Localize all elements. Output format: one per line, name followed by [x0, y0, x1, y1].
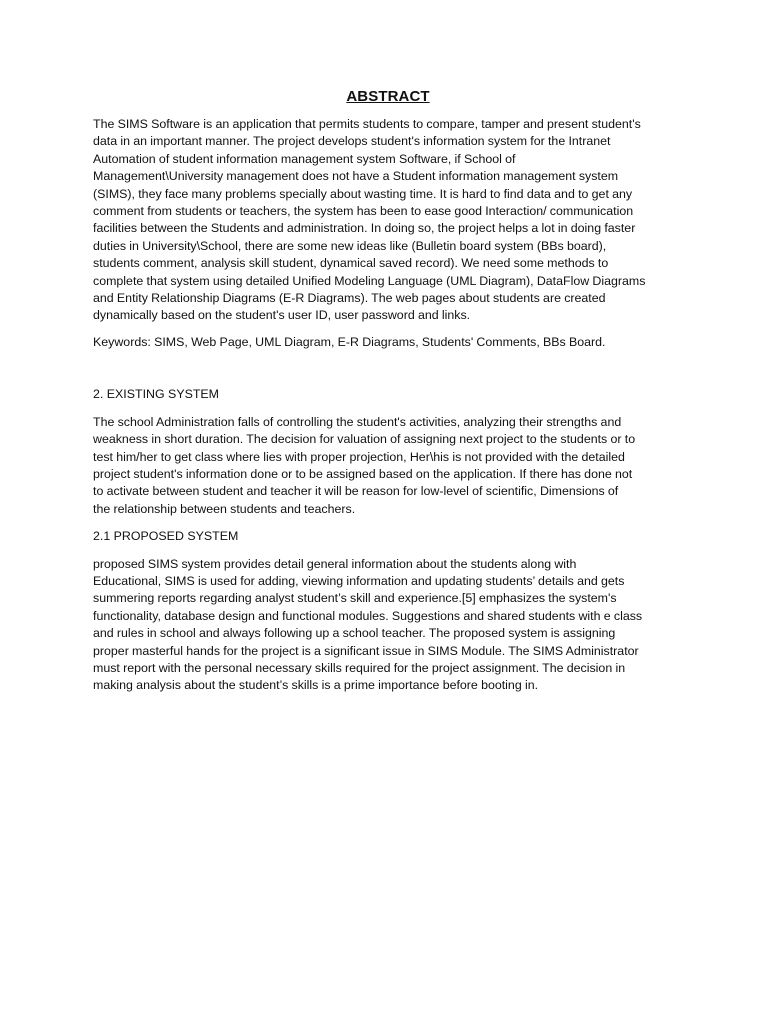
paragraph-line: data in an important manner. The project develops student's information system for the Intranet: [93, 134, 611, 149]
paragraph-line: summering reports regarding analyst student’s skill and experience.[5] emphasizes the system's: [93, 591, 617, 606]
abstract-paragraph: [93, 116, 683, 325]
paragraph-line: and rules in school and always following up a school teacher. The proposed system is assigning: [93, 626, 616, 641]
paragraph-line: The school Administration falls of controlling the student's activities, analyzing their strengths and: [93, 414, 622, 429]
paragraph-line: Automation of student information management system Software, if School of: [93, 151, 516, 166]
paragraph-line: The SIMS Software is an application that permits students to compare, tamper and present student's: [93, 117, 641, 131]
paragraph-line: students comment, analysis skill student, dynamical saved record). We need some methods to: [93, 256, 609, 271]
abstract-title: ABSTRACT: [346, 88, 430, 105]
proposed-system-paragraph: [93, 556, 683, 695]
paragraph-line: proper masterful hands for the project is a significant issue in SIMS Module. The SIMS Administrator: [93, 643, 639, 658]
paragraph-line: facilities between the Students and administration. In doing so, the project helps a lot in doing faster: [93, 221, 636, 236]
paragraph-line: project student's information done or to be assigned based on the application. If there has done not: [93, 466, 633, 481]
paragraph-line: to activate between student and teacher it will be reason for low-level of scientific, Dimensions of: [93, 484, 619, 499]
paragraph-line: Educational, SIMS is used for adding, viewing information and updating students’ details and gets: [93, 573, 625, 588]
paragraph-line: making analysis about the student’s skills is a prime importance before booting in.: [93, 678, 539, 693]
paragraph-line: the relationship between students and teachers.: [93, 501, 356, 516]
paragraph-line: and Entity Relationship Diagrams (E-R Diagrams). The web pages about students are created: [93, 291, 606, 306]
existing-system-heading: 2. EXISTING SYSTEM: [93, 387, 219, 402]
paragraph-line: (SIMS), they face many problems specially about wasting time. It is hard to find data and to get any: [93, 186, 633, 201]
paragraph-line: proposed SIMS system provides detail general information about the students along with: [93, 556, 577, 571]
paragraph-line: duties in University\School, there are some new ideas like (Bulletin board system (BBs board),: [93, 238, 607, 253]
proposed-system-heading: 2.1 PROPOSED SYSTEM: [93, 529, 239, 544]
paragraph-line: test him/her to get class where lies with proper projection, Her\his is not provided with the detailed: [93, 449, 625, 464]
existing-system-paragraph: [93, 414, 683, 518]
paragraph-line: Management\University management does not have a Student information management system: [93, 169, 619, 184]
document-page: [93, 88, 683, 695]
paragraph-line: comment from students or teachers, the system has been to ease good Interaction/ communication: [93, 204, 634, 219]
paragraph-line: must report with the personal necessary skills required for the project assignment. The decision in: [93, 660, 626, 675]
paragraph-line: dynamically based on the student's user ID, user password and links.: [93, 308, 471, 323]
paragraph-line: functionality, database design and functional modules. Suggestions and shared students with e class: [93, 608, 643, 623]
paragraph-line: weakness in short duration. The decision for valuation of assigning next project to the students or to: [93, 432, 636, 447]
keywords-line: Keywords: SIMS, Web Page, UML Diagram, E-R Diagrams, Students' Comments, BBs Board.: [93, 334, 606, 349]
paragraph-line: complete that system using detailed Unified Modeling Language (UML Diagram), DataFlow Diagrams: [93, 273, 646, 288]
